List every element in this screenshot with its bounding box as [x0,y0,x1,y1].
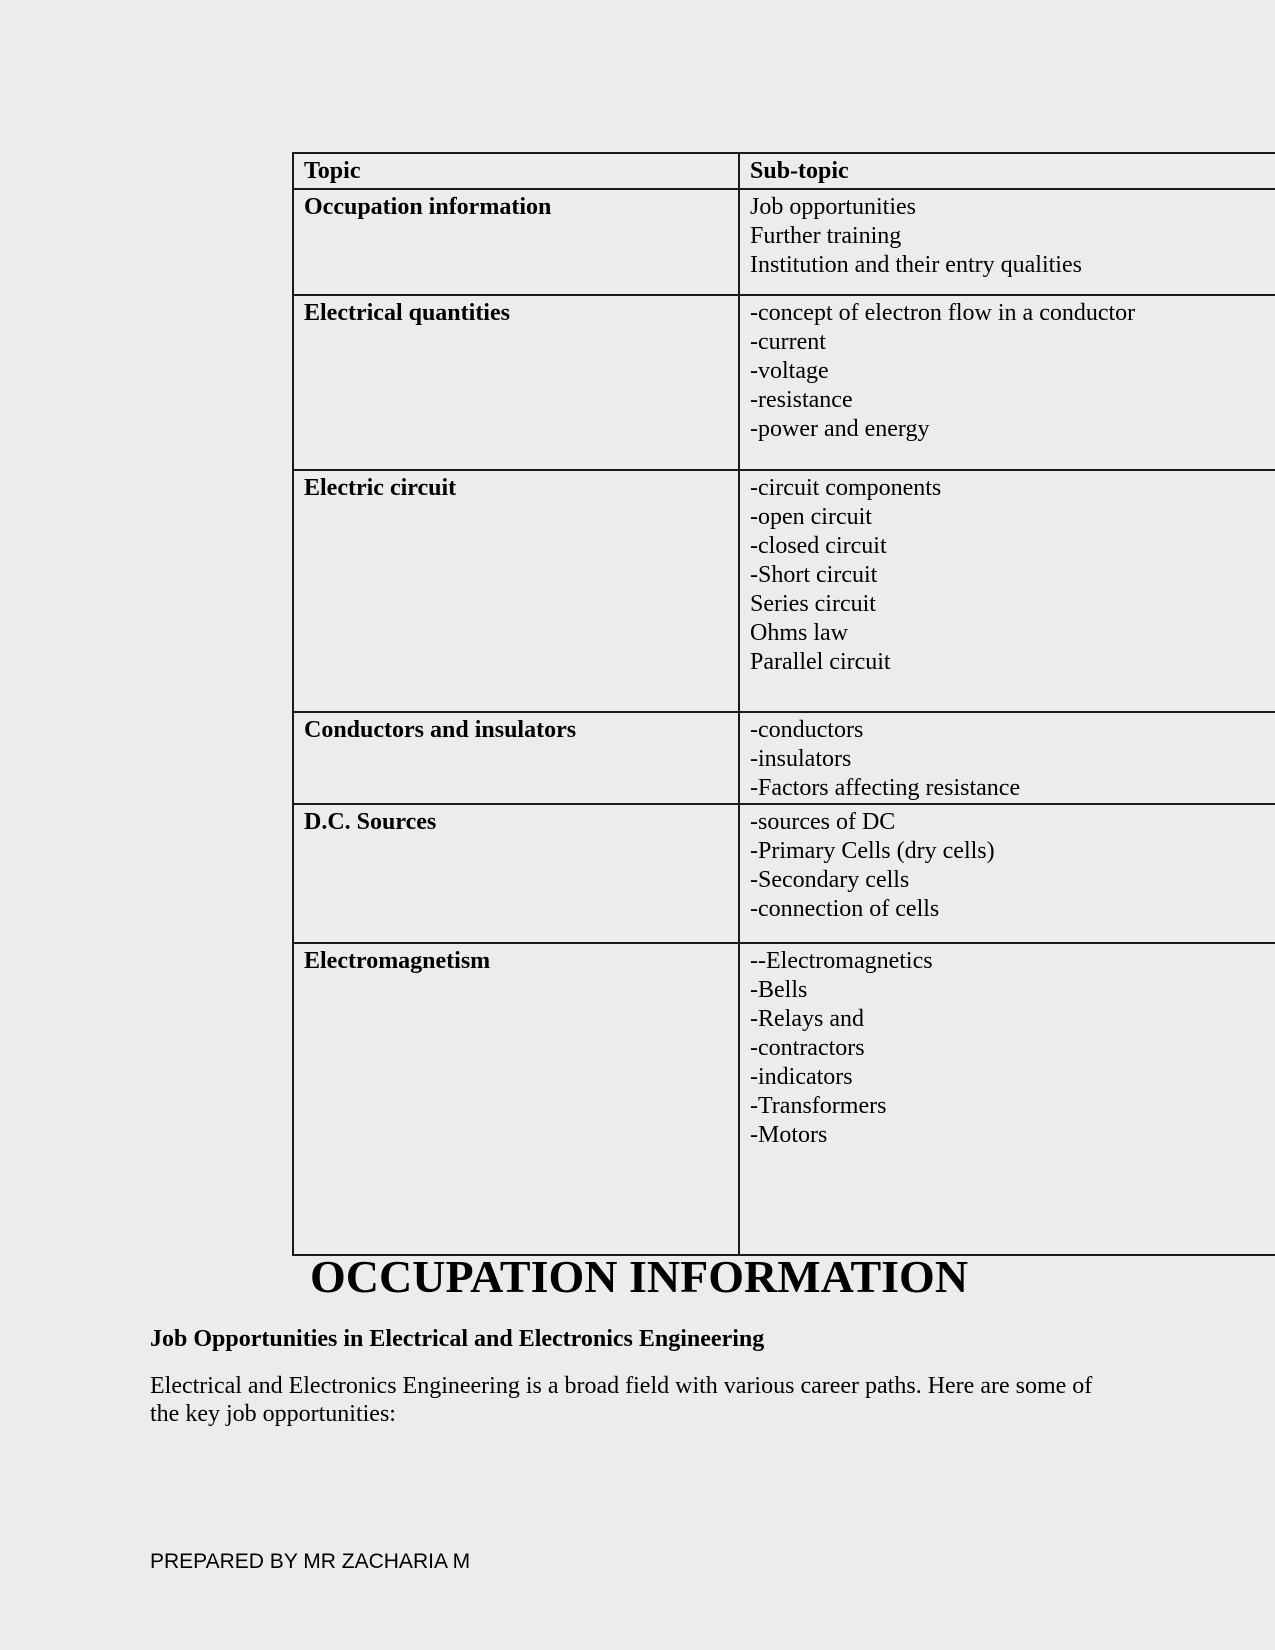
subtopic-cell [739,189,1275,295]
subtopic-item: Ohms law [750,620,848,646]
table-row [293,804,1275,943]
subtopic-item: Institution and their entry qualities [750,252,1082,278]
topic-cell: Electric circuit [293,470,739,712]
subtopic-item: Series circuit [750,591,876,617]
subtopic-item: -Motors [750,1122,828,1148]
subtopic-item: -Short circuit [750,562,878,588]
table-row [293,712,1275,804]
subtopic-item: -Secondary cells [750,867,910,893]
subtopic-item: -concept of electron flow in a conductor [750,300,1136,326]
topic-cell: Conductors and insulators [293,712,739,804]
table-row [293,295,1275,470]
table-row [293,470,1275,712]
subtopic-item: -insulators [750,746,852,772]
subtopic-item: -voltage [750,358,829,384]
subtopic-item: -closed circuit [750,533,887,559]
table-row [293,943,1275,1255]
subtopic-cell [739,712,1275,804]
subtopic-cell [739,295,1275,470]
subtopic-item: Parallel circuit [750,649,891,675]
subtopic-cell [739,943,1275,1255]
section-subheading: Job Opportunities in Electrical and Electronics Engineering [150,1326,765,1352]
subtopic-item: -Bells [750,977,808,1003]
subtopic-cell [739,804,1275,943]
subtopic-item: Job opportunities [750,194,916,220]
subtopic-item: -connection of cells [750,896,940,922]
subtopic-item: -resistance [750,387,853,413]
subtopic-item: Further training [750,223,902,249]
intro-paragraph: Electrical and Electronics Engineering is a broad field with various career paths. Here are some of the key job opportunities: [150,1373,1093,1427]
topic-cell: D.C. Sources [293,804,739,943]
topic-cell: Electrical quantities [293,295,739,470]
table-header-row [293,153,1275,189]
syllabus-table [292,152,1275,1256]
table-row [293,189,1275,295]
subtopic-item: -conductors [750,717,864,743]
subtopic-item: -sources of DC [750,809,896,835]
subtopic-item: -current [750,329,826,355]
subtopic-item: -power and energy [750,416,930,442]
footer-prepared-by: PREPARED BY MR ZACHARIA M [150,1550,471,1573]
subtopic-item: -indicators [750,1064,853,1090]
subtopic-item: -circuit components [750,475,942,501]
subtopic-item: -contractors [750,1035,865,1061]
header-topic: Topic [293,153,739,189]
topic-cell: Electromagnetism [293,943,739,1255]
subtopic-item: -open circuit [750,504,872,530]
subtopic-item: -Factors affecting resistance [750,775,1021,801]
subtopic-item: -Primary Cells (dry cells) [750,838,995,864]
section-title: OCCUPATION INFORMATION [310,1251,969,1302]
subtopic-item: -Transformers [750,1093,887,1119]
subtopic-cell [739,470,1275,712]
header-subtopic: Sub-topic [739,153,1275,189]
subtopic-item: --Electromagnetics [750,948,933,974]
subtopic-item: -Relays and [750,1006,864,1032]
topic-cell: Occupation information [293,189,739,295]
